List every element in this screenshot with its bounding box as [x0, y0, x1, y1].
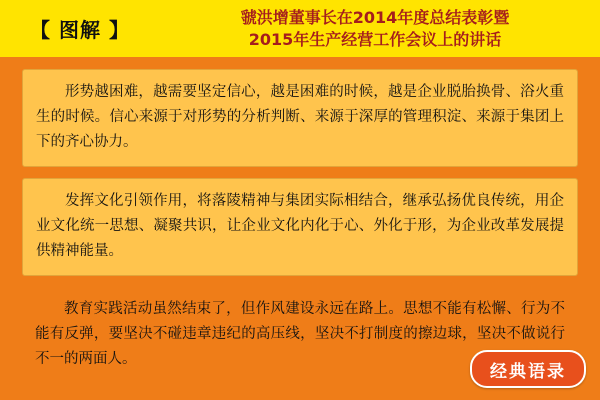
page-title: [160, 7, 590, 50]
header-badge: 【 图解 】: [30, 18, 130, 42]
page-title-line-1: 虢洪增董事长在2014年度总结表彰暨: [240, 7, 510, 27]
status-badge: [470, 350, 586, 388]
quote-card-3: 教育实践活动虽然结束了，但作风建设永远在路上。思想不能有松懈、行为不能有反弹，要坚决不碰违章违纪的高压线，坚决不打制度的擦边球，坚决不做说行不一的两面人。: [35, 300, 565, 367]
stamp-label: 经典语录: [490, 361, 566, 382]
quote-card-1: 形势越困难，越需要坚定信心，越是困难的时候，越是企业脱胎换骨、浴火重生的时候。信心来源于对形势的分析判断、来源于深厚的管理积淀、来源于集团上下的齐心协力。: [22, 69, 578, 167]
poster-body: [0, 57, 600, 400]
quote-card-2: 发挥文化引领作用，将落陵精神与集团实际相结合，继承弘扬优良传统，用企业文化统一思想、凝聚共识，让企业文化内化于心、外化于形，为企业改革发展提供精神能量。: [22, 178, 578, 276]
page-title-line-2: 2015年生产经营工作会议上的讲话: [248, 29, 502, 49]
poster-header: [0, 0, 600, 57]
